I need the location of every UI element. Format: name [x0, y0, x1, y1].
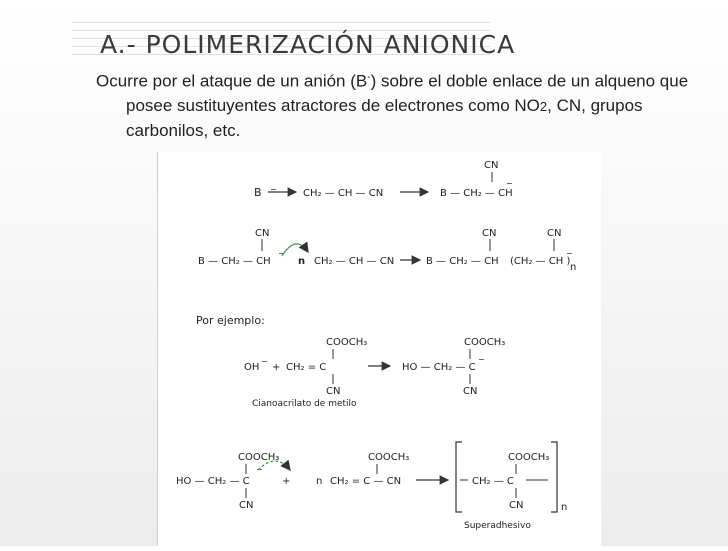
- body-part2: ) sobre el doble enlace de un alqueno que posee sustituyentes atractores de electrones como NO: [126, 71, 689, 115]
- row4-monomer-cooch3: COOCH₃: [368, 452, 410, 463]
- row2-product-cn: CN: [482, 228, 497, 239]
- row4-product-cooch3: COOCH₃: [508, 452, 550, 463]
- row4-monomer: CH₂ = C — CN: [330, 476, 402, 487]
- row1-charge: −: [506, 179, 513, 188]
- row1-monomer: CH₂ — CH — CN: [303, 188, 384, 199]
- row1-b-charge: −: [270, 185, 277, 194]
- row3-monomer: CH₂ = C: [286, 362, 327, 373]
- row3-cn: CN: [326, 386, 341, 397]
- row2-n: n: [298, 256, 306, 267]
- row4-n: n: [316, 476, 323, 487]
- row1-b: B: [254, 186, 262, 199]
- row2-repeat-charge: −: [566, 249, 573, 258]
- row2-chain: B — CH₂ — CH: [198, 256, 271, 267]
- row3-caption: Cianoacrilato de metilo: [252, 399, 357, 409]
- row2-product: B — CH₂ — CH: [426, 256, 499, 267]
- row1-product-cn: CN: [484, 160, 499, 171]
- row2-repeat-cn: CN: [547, 228, 562, 239]
- reaction-figure: [157, 152, 601, 546]
- body-part1: Ocurre por el ataque de un anión (B: [96, 71, 368, 91]
- row2-cn: CN: [255, 228, 270, 239]
- row4-product-n: n: [561, 502, 568, 513]
- row4-plus: +: [282, 476, 291, 487]
- row2-repeat: (CH₂ — CH ): [510, 256, 571, 267]
- reaction-scheme: [158, 152, 601, 546]
- row4-left-charge: −: [256, 465, 263, 474]
- row3-product-cooch3: COOCH₃: [464, 337, 506, 348]
- row1-product: B — CH₂ — CH: [440, 188, 513, 199]
- row3-product-cn: CN: [463, 386, 478, 397]
- row3-oh: OH: [244, 362, 260, 373]
- example-label: Por ejemplo:: [196, 314, 265, 327]
- row2-curved-arrow: [282, 244, 308, 256]
- row4-bracket-right: [551, 442, 557, 512]
- row2-repeat-n: n: [570, 262, 577, 273]
- row3-product: HO — CH₂ — C: [402, 362, 476, 373]
- slide-title: A.- POLIMERIZACIÓN ANIONICA: [100, 30, 516, 59]
- row4-product: CH₂ — C: [472, 476, 514, 487]
- row2-charge: −: [278, 249, 285, 258]
- row4-bracket-left: [456, 442, 462, 512]
- body-part3: , CN, grupos carbonilos, etc.: [126, 95, 643, 140]
- slide-body: [96, 66, 706, 143]
- row2-monomer: CH₂ — CH — CN: [314, 256, 395, 267]
- row3-cooch3: COOCH₃: [326, 337, 368, 348]
- row4-left-cn: CN: [239, 500, 254, 511]
- row3-product-charge: −: [478, 355, 485, 364]
- row4-caption: Superadhesivo: [464, 521, 531, 531]
- no2-subscript: 2: [539, 98, 548, 114]
- anion-charge: -: [367, 72, 371, 83]
- row4-product-cn: CN: [509, 500, 524, 511]
- decor-line: [72, 22, 490, 23]
- row4-left-cooch3: COOCH₃: [238, 452, 280, 463]
- row3-plus: +: [272, 362, 281, 373]
- row4-left: HO — CH₂ — C: [176, 476, 250, 487]
- row3-oh-charge: −: [261, 357, 268, 366]
